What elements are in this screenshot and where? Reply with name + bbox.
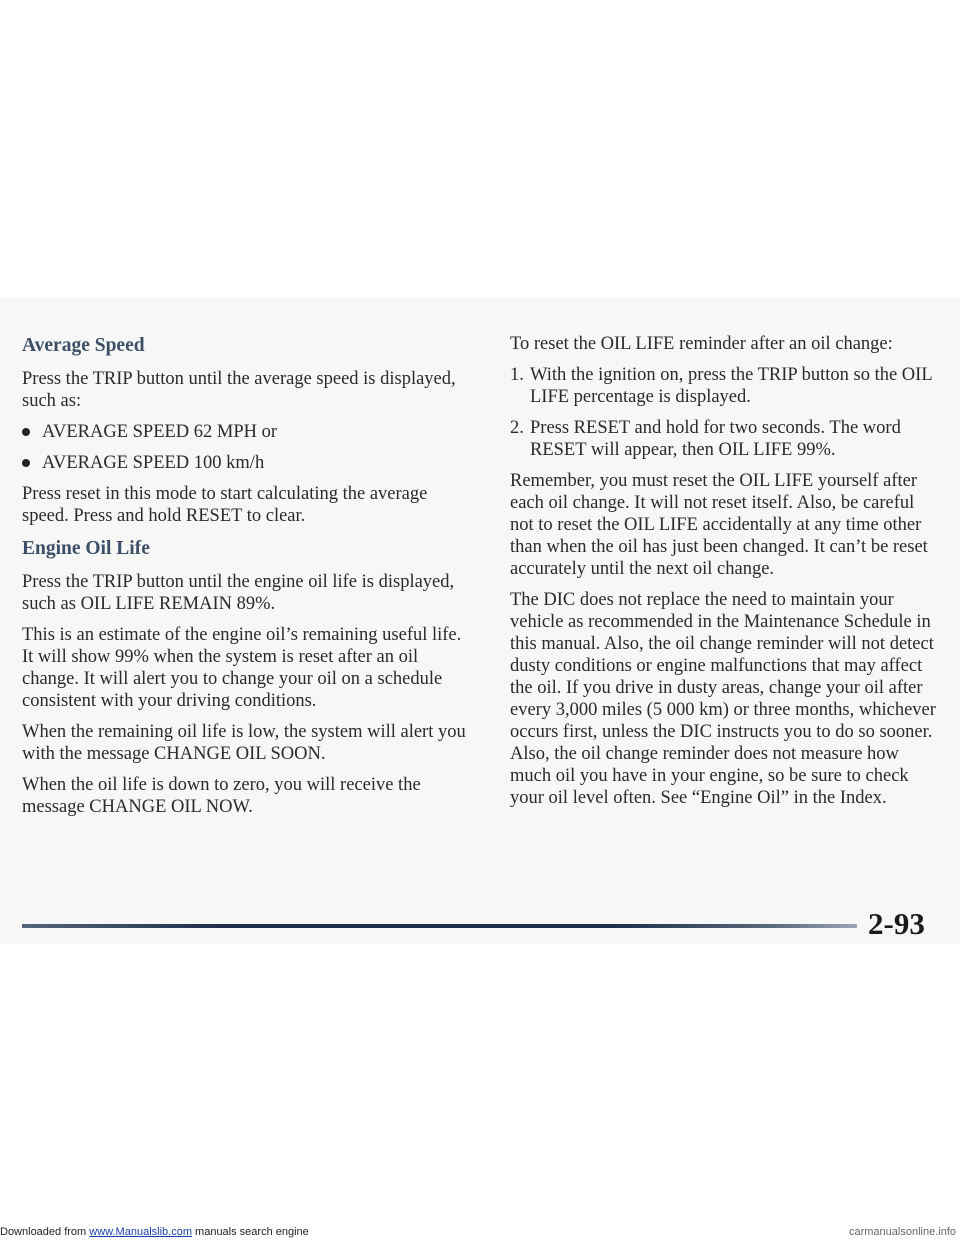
bullet-icon	[22, 459, 30, 467]
average-speed-intro: Press the TRIP button until the average speed is displayed, such as:	[22, 369, 456, 411]
watermark-brand: carmanualsonline.info	[848, 1226, 956, 1238]
footer-suffix: manuals search engine	[191, 1226, 309, 1238]
step-item	[510, 417, 940, 461]
reset-reminder-para: Remember, you must reset the OIL LIFE yourself after each oil change. It will not reset itself. Also, be careful not to reset the OIL LIFE accidentally at any time other than when the oil has just been changed. It can’t be reset accurately until the next oil change.	[510, 471, 928, 579]
dic-maintenance-para: The DIC does not replace the need to maintain your vehicle as recommended in the Maintenance Schedule in this manual. Also, the oil change reminder will not detect dusty conditions or engine malfunctions that may affect the oil. If you drive in dusty areas, change your oil after every 3,000 miles (5 000 km) or three months, whichever occurs first, unless the DIC instructs you to do so sooner. Also, the oil change reminder does not measure how much oil you have in your engine, so be sure to check your oil level often. See “Engine Oil” in the Index.	[510, 590, 936, 808]
average-speed-heading: Average Speed	[22, 335, 145, 356]
page-number: 2-93	[868, 906, 925, 941]
step-number: 2.	[510, 418, 524, 438]
reset-intro: To reset the OIL LIFE reminder after an oil change:	[510, 334, 893, 354]
right-column	[510, 333, 940, 818]
engine-oil-life-para-2: This is an estimate of the engine oil’s remaining useful life. It will show 99% when the system is reset after an oil change. It will alert you to change your oil on a schedule consistent with your driving conditions.	[22, 625, 462, 711]
engine-oil-life-para-4: When the oil life is down to zero, you will receive the message CHANGE OIL NOW.	[22, 775, 421, 817]
list-item: AVERAGE SPEED 100 km/h	[22, 452, 472, 474]
list-item: AVERAGE SPEED 62 MPH or	[22, 421, 472, 443]
bullet-icon	[22, 428, 30, 436]
engine-oil-life-heading: Engine Oil Life	[22, 538, 150, 559]
reset-steps	[510, 364, 940, 461]
step-number: 1.	[510, 365, 524, 385]
footer-prefix: Downloaded from	[0, 1226, 90, 1238]
manualslib-link[interactable]: www.Manualslib.com	[89, 1226, 192, 1238]
engine-oil-life-para-3: When the remaining oil life is low, the system will alert you with the message CHANGE OIL SOON.	[22, 722, 466, 764]
step-text: Press RESET and hold for two seconds. The word RESET will appear, then OIL LIFE 99%.	[530, 418, 901, 460]
step-text: With the ignition on, press the TRIP button so the OIL LIFE percentage is displayed.	[530, 365, 932, 407]
left-column	[22, 333, 472, 827]
engine-oil-life-para-1: Press the TRIP button until the engine oil life is displayed, such as OIL LIFE REMAIN 89%.	[22, 572, 455, 614]
footer-rule	[22, 924, 857, 928]
step-item	[510, 364, 940, 408]
average-speed-list	[22, 421, 472, 474]
download-footer	[0, 1226, 960, 1242]
average-speed-reset-note: Press reset in this mode to start calculating the average speed. Press and hold RESET to clear.	[22, 484, 428, 526]
